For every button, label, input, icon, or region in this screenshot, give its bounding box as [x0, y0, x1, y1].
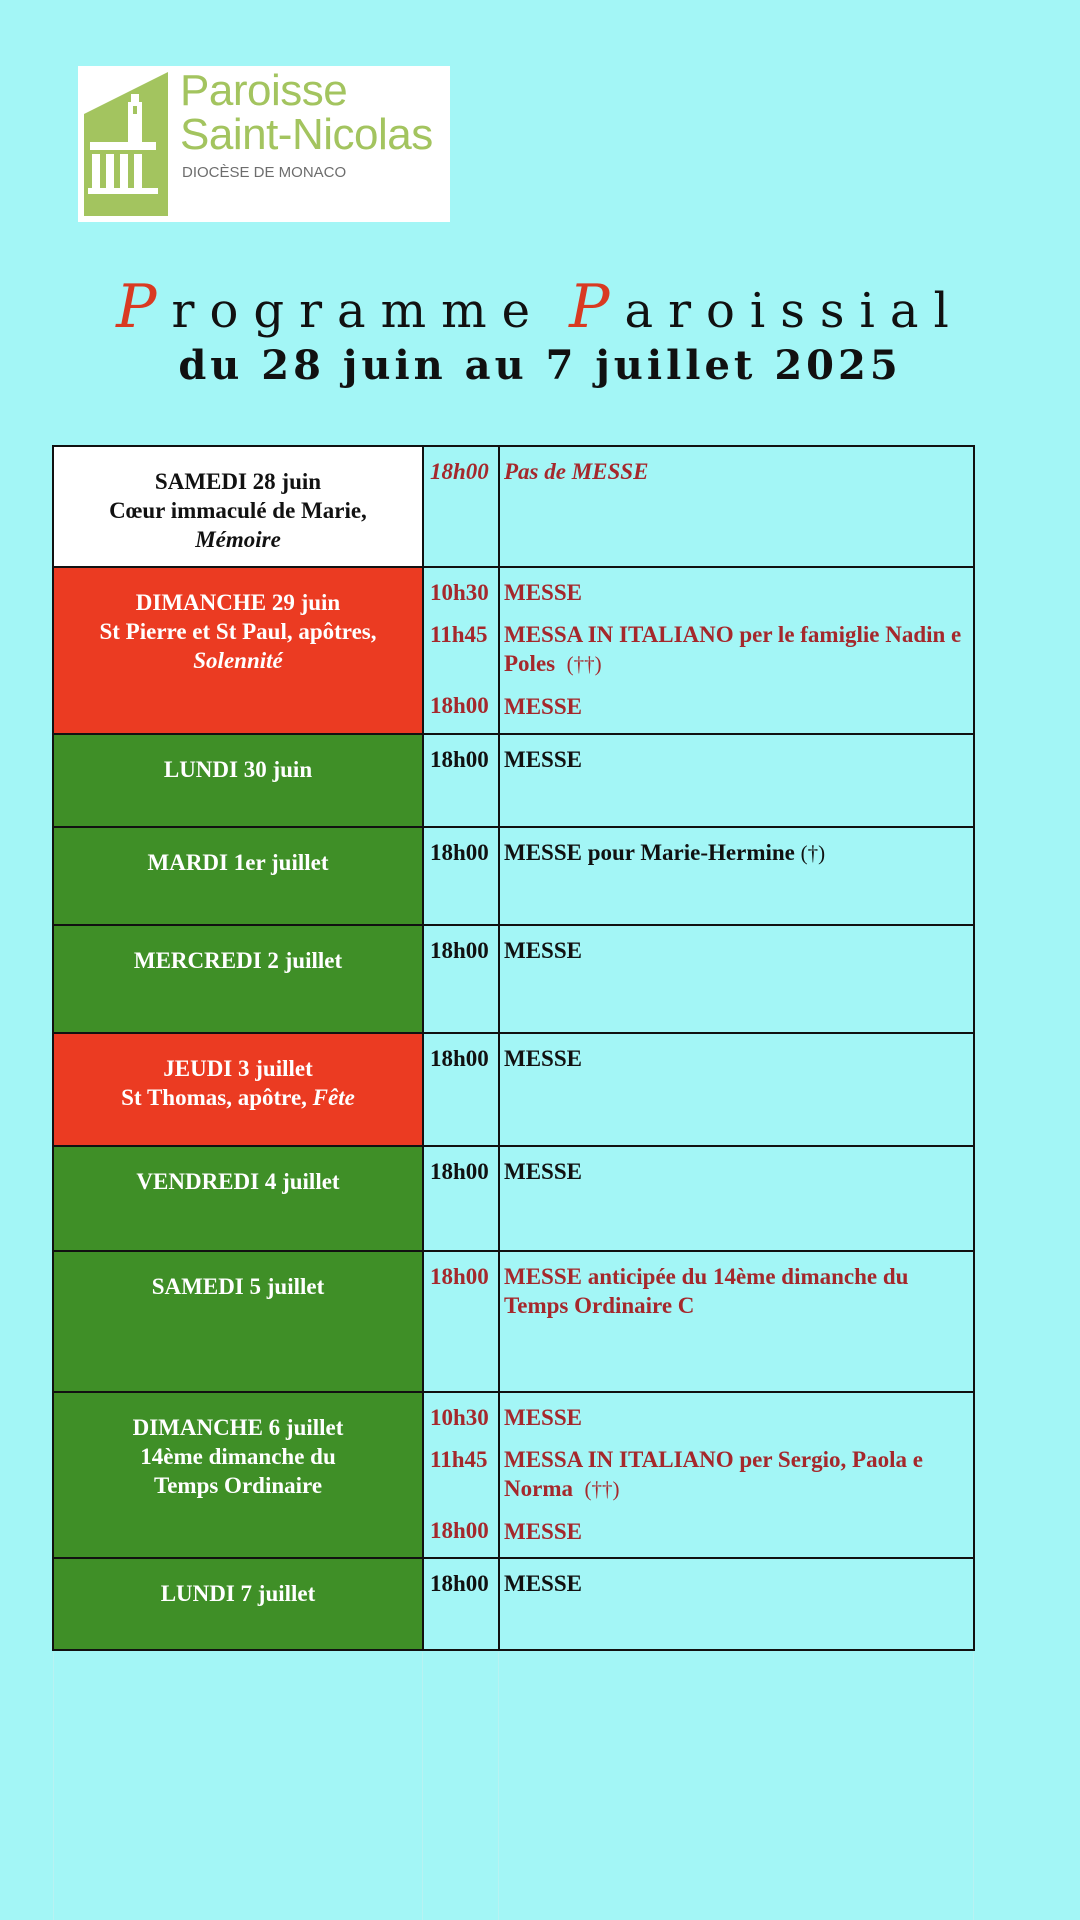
title-initial-1: P	[116, 272, 172, 342]
time-label: 18h00	[430, 1046, 489, 1071]
faint-grid-line	[422, 1652, 423, 1920]
day-cell	[53, 925, 423, 1033]
schedule-row	[53, 567, 974, 734]
time-cell	[423, 1392, 499, 1558]
intention-marker: (††)	[584, 1477, 620, 1501]
description-cell	[499, 925, 974, 1033]
description-label: MESSE	[504, 1519, 582, 1544]
schedule-row	[53, 446, 974, 567]
description-cell	[499, 1392, 974, 1558]
schedule-table	[52, 445, 975, 1651]
time-label: 11h45	[430, 622, 488, 647]
day-label: VENDREDI 4 juillet	[136, 1169, 340, 1194]
time-label: 18h00	[430, 1518, 489, 1543]
day-cell	[53, 1033, 423, 1146]
feast-line	[54, 1083, 422, 1112]
schedule-row	[53, 1392, 974, 1558]
rank-label: Fête	[312, 1085, 355, 1110]
description-cell	[499, 567, 974, 734]
time-label: 18h00	[430, 459, 489, 484]
time-label: 10h30	[430, 1405, 489, 1430]
day-cell	[53, 827, 423, 925]
time-cell	[423, 925, 499, 1033]
schedule-row	[53, 734, 974, 827]
time-label: 18h00	[430, 747, 489, 772]
rank-label: Solennité	[193, 648, 283, 673]
time-label: 18h00	[430, 938, 489, 963]
logo-saint-nicolas-text: Saint-Nicolas	[180, 110, 433, 159]
time-cell	[423, 734, 499, 827]
time-label: 11h45	[430, 1447, 488, 1472]
intention-marker: (††)	[566, 652, 602, 676]
feast-label: St Thomas, apôtre,	[121, 1085, 307, 1110]
title-initial-2: P	[569, 272, 625, 342]
description-label: MESSE	[504, 1159, 582, 1184]
description-cell	[499, 1251, 974, 1392]
description-label: MESSE	[504, 1571, 582, 1596]
description-label: MESSE	[504, 580, 582, 605]
day-label: SAMEDI 5 juillet	[151, 1274, 325, 1299]
description-text: MESSA IN ITALIANO per Sergio, Paola e Norma	[504, 1447, 923, 1501]
time-cell	[423, 1033, 499, 1146]
description-cell	[499, 446, 974, 567]
day-label: MERCREDI 2 juillet	[133, 948, 343, 973]
intention-marker: (†)	[800, 841, 826, 865]
description-label: MESSE	[504, 1046, 582, 1071]
schedule-row	[53, 1251, 974, 1392]
schedule-row	[53, 1033, 974, 1146]
schedule-row	[53, 925, 974, 1033]
time-label: 10h30	[430, 580, 489, 605]
rank-label: Mémoire	[195, 527, 281, 552]
feast-label: 14ème dimanche du	[140, 1444, 336, 1469]
description-cell	[499, 1033, 974, 1146]
day-cell	[53, 1558, 423, 1650]
day-cell	[53, 567, 423, 734]
description-text: MESSE pour Marie-Hermine	[504, 840, 795, 865]
day-cell	[53, 734, 423, 827]
time-cell	[423, 1558, 499, 1650]
day-label: LUNDI 30 juin	[163, 757, 313, 782]
description-label: MESSE	[504, 747, 582, 772]
schedule-row	[53, 827, 974, 925]
rank-label: Temps Ordinaire	[153, 1473, 323, 1498]
day-label: MARDI 1er juillet	[147, 850, 329, 875]
description-label	[504, 1445, 965, 1504]
faint-grid-line	[973, 1652, 974, 1920]
description-text: MESSA IN ITALIANO per le famiglie Nadin e Poles	[504, 622, 962, 676]
description-label: MESSE anticipée du 14ème dimanche du Temps Ordinaire C	[504, 1264, 909, 1318]
description-cell	[499, 1558, 974, 1650]
logo-paroisse-text: Paroisse	[180, 66, 348, 115]
description-label	[504, 620, 965, 679]
feast-label: St Pierre et St Paul, apôtres,	[99, 619, 377, 644]
time-label: 18h00	[430, 840, 489, 865]
schedule-row	[53, 1146, 974, 1251]
title-word-2: aroissial	[624, 283, 964, 339]
description-label: MESSE	[504, 694, 582, 719]
day-cell	[53, 1392, 423, 1558]
time-label: 18h00	[430, 693, 489, 718]
title-word-1: rogramme	[171, 283, 546, 339]
time-cell	[423, 1251, 499, 1392]
day-label: SAMEDI 28 juin	[154, 469, 322, 494]
day-label: LUNDI 7 juillet	[160, 1581, 316, 1606]
day-cell	[53, 1146, 423, 1251]
day-cell	[53, 446, 423, 567]
time-cell	[423, 446, 499, 567]
day-label: JEUDI 3 juillet	[163, 1056, 313, 1081]
time-label: 18h00	[430, 1571, 489, 1596]
day-label: DIMANCHE 6 juillet	[132, 1415, 344, 1440]
day-label: DIMANCHE 29 juin	[135, 590, 341, 615]
feast-label: Cœur immaculé de Marie,	[109, 498, 367, 523]
schedule-row	[53, 1558, 974, 1650]
time-label: 18h00	[430, 1159, 489, 1184]
time-cell	[423, 827, 499, 925]
time-label: 18h00	[430, 1264, 489, 1289]
description-label	[504, 838, 965, 868]
description-label: MESSE	[504, 938, 582, 963]
church-tower-logo-icon	[84, 72, 174, 216]
logo-diocese-text: DIOCÈSE DE MONACO	[182, 164, 347, 181]
page-subtitle: du 28 juin au 7 juillet 2025	[178, 342, 902, 389]
time-cell	[423, 1146, 499, 1251]
description-cell	[499, 827, 974, 925]
description-cell	[499, 734, 974, 827]
faint-grid-line	[498, 1652, 499, 1920]
parish-logo	[78, 66, 450, 222]
description-label: MESSE	[504, 1405, 582, 1430]
time-cell	[423, 567, 499, 734]
day-cell	[53, 1251, 423, 1392]
description-cell	[499, 1146, 974, 1251]
description-label: Pas de MESSE	[504, 459, 649, 484]
faint-grid-line	[53, 1652, 54, 1920]
page-title	[0, 272, 1080, 342]
